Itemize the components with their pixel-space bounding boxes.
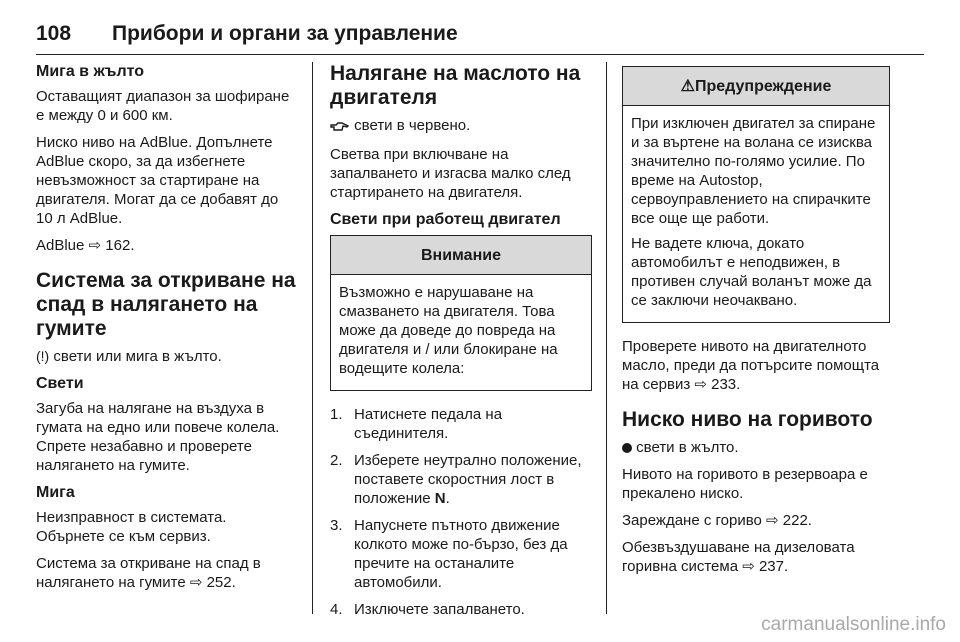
page-ref-link[interactable]: 162. [105,237,135,254]
warning-box [622,66,890,323]
page-number: 108 [36,22,72,45]
watermark: carmanualsonline.info [761,614,946,635]
tire-pressure-icon: (!) [36,348,50,364]
fuel-dot-icon [622,443,632,453]
oil-check-text: Проверете нивото на двигателното масло, преди да потърсите помощта на сервиз ⇨ 233. [622,338,880,393]
oil-indicator: свети в червено. [330,116,592,137]
fuel-low-text: Нивото на горивото в резервоара е прекалено ниско. [622,466,868,502]
steps-list [330,405,592,619]
ref-arrow-icon: ⇨ [189,574,203,591]
warning-title: Предупреждение [695,78,832,95]
chapter-title: Прибори и органи за управление [112,22,458,45]
lit-heading: Свети [36,375,84,392]
column-1 [36,62,298,600]
list-item: 1. Натиснете педала на съединителя. [330,406,503,442]
blink-yellow-heading: Мига в жълто [36,63,145,80]
list-item: 4. Изключете запалването. [330,601,525,618]
caution-box [330,235,592,391]
lit-text: Загуба на налягане на въздуха в гумата на едно или повече колела. Спрете незабавно и проверете налягането на гумите. [36,400,280,474]
tpms-indicator: (!) свети или мига в жълто. [36,348,222,365]
oil-intro-text: Светва при включване на запалването и изгасва малко след стартирането на двигателя. [330,146,571,201]
page-ref-link[interactable]: 252. [206,574,236,591]
low-fuel-heading: Ниско ниво на горивото [622,408,873,431]
column-2 [330,62,592,627]
warning-triangle-icon: ⚠ [680,78,695,95]
oil-can-icon [330,118,350,137]
column-3 [622,62,890,584]
ref-arrow-icon: ⇨ [694,376,707,393]
warning-text-2: Не вадете ключа, докато автомобилът е неподвижен, в противен случай воланът може да се заключи неочаквано. [631,235,872,309]
adblue-ref: AdBlue ⇨ 162. [36,237,135,254]
tpms-ref: Система за откриване на спад в налягането на гумите ⇨ 252. [36,555,261,591]
column-divider [606,62,607,614]
caution-text: Възможно е нарушаване на смазването на двигателя. Това може да доведе до повреда на двигателя и / или блокиране на водещите колела: [339,284,558,377]
oil-pressure-heading: Налягане на маслото на двигателя [330,62,581,109]
page-ref-link[interactable]: 237. [758,558,789,575]
warning-title-bar [623,67,889,106]
page-header [36,16,924,55]
range-text: Оставащият диапазон за шофиране е между 0 и 600 км. [36,88,290,124]
blinks-heading: Мига [36,484,75,501]
ref-arrow-icon: ⇨ [88,237,102,254]
refuel-ref: Зареждане с гориво ⇨ 222. [622,512,812,529]
tpms-heading: Система за откриване на спад в налягането на гумите [36,269,296,340]
page-ref-link[interactable]: 233. [711,376,741,393]
bleed-ref: Обезвъздушаване на дизеловата горивна система ⇨ 237. [622,539,855,575]
caution-title: Внимание [331,236,591,275]
list-item: 2. Изберете неутрално положение, поставете скоростния лост в положение N. [330,452,582,507]
ref-arrow-icon: ⇨ [742,558,755,575]
ref-arrow-icon: ⇨ [766,512,779,529]
fuel-indicator: свети в жълто. [622,438,890,457]
page-ref-link[interactable]: 222. [782,512,812,529]
blinks-text: Неизправност в системата. Обърнете се към сервиз. [36,509,227,545]
warning-text-1: При изключен двигател за спиране и за въртене на волана се изисква значително по-голямо усилие. По време на Autostop, сервоуправлението на спирачките все още ще работи. [631,115,876,227]
running-engine-heading: Свети при работещ двигател [330,211,561,228]
adblue-low-text: Ниско ниво на AdBlue. Допълнете AdBlue скоро, за да избегнете невъзможност за стартиране на двигателя. Могат да се добавят до 10 л AdBlue. [36,134,279,227]
list-item: 3. Напуснете пътното движение колкото може по-бързо, без да пречите на останалите автомобили. [330,517,568,591]
column-divider [312,62,313,614]
